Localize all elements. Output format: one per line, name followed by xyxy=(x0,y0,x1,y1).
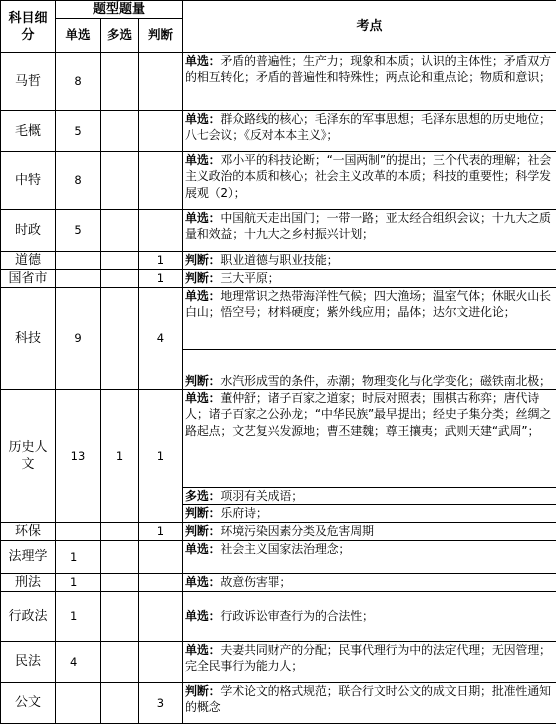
topic-text: 故意伤害罪； xyxy=(220,575,291,589)
topic-text: 地理常识之热带海洋性气候；四大渔场；温室气体；休眠火山长白山；悟空号；材料硬度；紫外线应用；晶体；达尔文进化论； xyxy=(185,289,551,319)
topic-text: 职业道德与职业技能； xyxy=(220,253,338,267)
table-row xyxy=(1,152,556,210)
single-count: 5 xyxy=(56,111,101,152)
topic-tag: 多选： xyxy=(185,489,220,503)
multi-count xyxy=(101,210,139,252)
topic-text: 乐府诗； xyxy=(220,506,267,520)
multi-count xyxy=(101,152,139,210)
single-count: 1 xyxy=(56,573,101,591)
subject-cell: 道德 xyxy=(1,252,56,270)
multi-count xyxy=(101,573,139,591)
topic-cell xyxy=(183,210,556,252)
judge-count: 1 xyxy=(139,270,183,288)
topic-tag: 单选： xyxy=(185,643,220,657)
topic-tag: 单选： xyxy=(185,391,220,405)
table-row xyxy=(1,53,556,111)
header-judge: 判断 xyxy=(139,19,183,53)
table-row xyxy=(1,573,556,591)
topic-cell xyxy=(183,350,556,390)
single-count: 1 xyxy=(56,540,101,573)
topic-cell xyxy=(183,488,556,505)
topic-tag: 单选： xyxy=(185,575,220,589)
multi-count xyxy=(101,270,139,288)
multi-count xyxy=(101,591,139,641)
header-row-1 xyxy=(1,1,556,19)
topic-text: 矛盾的普遍性；生产力；现象和本质；认识的主体性；矛盾双方的相互转化；矛盾的普遍性和特殊性；两点论和重点论；物质和意识； xyxy=(185,54,551,84)
multi-count xyxy=(101,111,139,152)
table-row xyxy=(1,591,556,641)
subject-cell: 科技 xyxy=(1,288,56,390)
topic-text: 水汽形成雪的条件，赤潮；物理变化与化学变化；磁铁南北极； xyxy=(220,374,550,388)
single-count: 5 xyxy=(56,210,101,252)
topic-cell xyxy=(183,270,556,288)
topic-text: 社会主义国家法治理念； xyxy=(220,542,350,556)
single-count xyxy=(56,682,101,723)
topic-cell xyxy=(183,505,556,522)
header-topics: 考点 xyxy=(183,1,556,53)
header-subject: 科目细分 xyxy=(1,1,56,53)
topic-text: 项羽有关成语； xyxy=(220,489,303,503)
topic-text: 三大平原； xyxy=(220,271,279,285)
topic-cell xyxy=(183,522,556,540)
judge-count: 1 xyxy=(139,252,183,270)
subject-cell: 法理学 xyxy=(1,540,56,573)
topic-tag: 判断： xyxy=(185,684,220,698)
topic-text: 行政诉讼审查行为的合法性； xyxy=(220,609,373,623)
topic-cell xyxy=(183,641,556,682)
single-count xyxy=(56,270,101,288)
topic-tag: 判断： xyxy=(185,271,220,285)
judge-count xyxy=(139,111,183,152)
topic-cell xyxy=(183,390,556,488)
single-count xyxy=(56,522,101,540)
judge-count xyxy=(139,53,183,111)
topic-text: 中国航天走出国门；一带一路；亚太经合组织会议；十九大之质量和效益；十九大之乡村振兴计划； xyxy=(185,211,551,241)
judge-count: 1 xyxy=(139,522,183,540)
table-row xyxy=(1,288,556,350)
table-row xyxy=(1,252,556,270)
subject-cell: 马哲 xyxy=(1,53,56,111)
topic-tag: 单选： xyxy=(185,153,220,167)
judge-count: 3 xyxy=(139,682,183,723)
multi-count xyxy=(101,641,139,682)
topic-tag: 单选： xyxy=(185,542,220,556)
subject-cell: 行政法 xyxy=(1,591,56,641)
single-count: 4 xyxy=(56,641,101,682)
topic-cell xyxy=(183,152,556,210)
topic-tag: 判断： xyxy=(185,506,220,520)
judge-count xyxy=(139,210,183,252)
judge-count xyxy=(139,591,183,641)
subject-cell: 毛概 xyxy=(1,111,56,152)
table-row xyxy=(1,111,556,152)
topic-cell xyxy=(183,591,556,641)
table-row xyxy=(1,270,556,288)
single-count: 9 xyxy=(56,288,101,390)
table-row xyxy=(1,390,556,488)
header-multi: 多选 xyxy=(101,19,139,53)
topic-tag: 单选： xyxy=(185,609,220,623)
topic-tag: 单选： xyxy=(185,54,220,68)
multi-count xyxy=(101,53,139,111)
judge-count xyxy=(139,152,183,210)
single-count: 13 xyxy=(56,390,101,523)
header-type-group: 题型题量 xyxy=(56,1,183,19)
multi-count xyxy=(101,540,139,573)
topic-cell xyxy=(183,53,556,111)
topic-tag: 判断： xyxy=(185,253,220,267)
multi-count xyxy=(101,682,139,723)
topic-cell xyxy=(183,288,556,350)
subject-cell: 历史人文 xyxy=(1,390,56,523)
table-row xyxy=(1,210,556,252)
topic-tag: 单选： xyxy=(185,289,220,303)
topic-cell xyxy=(183,252,556,270)
judge-count: 4 xyxy=(139,288,183,390)
table-row xyxy=(1,682,556,723)
judge-count: 1 xyxy=(139,390,183,523)
subject-cell: 时政 xyxy=(1,210,56,252)
multi-count: 1 xyxy=(101,390,139,523)
single-count xyxy=(56,252,101,270)
topic-tag: 判断： xyxy=(185,374,220,388)
single-count: 1 xyxy=(56,591,101,641)
multi-count xyxy=(101,522,139,540)
topic-cell xyxy=(183,682,556,723)
topic-text: 董仲舒；诸子百家之道家；时辰对照表；围棋古称弈；唐代诗人；诸子百家之公孙龙；“中华民族”最早提出；经史子集分类；丝绸之路起点；文艺复兴发源地；曹丕建魏；尊王攘夷；武则天建“武周”； xyxy=(185,391,551,438)
topic-text: 学术论文的格式规范；联合行文时公文的成文日期；批准性通知的概念 xyxy=(185,684,551,714)
single-count: 8 xyxy=(56,152,101,210)
judge-count xyxy=(139,573,183,591)
topic-tag: 单选： xyxy=(185,211,220,225)
topic-cell xyxy=(183,540,556,573)
judge-count xyxy=(139,540,183,573)
subject-cell: 国省市 xyxy=(1,270,56,288)
subject-cell: 中特 xyxy=(1,152,56,210)
subject-cell: 公文 xyxy=(1,682,56,723)
table-row xyxy=(1,522,556,540)
topic-cell xyxy=(183,573,556,591)
topic-text: 群众路线的核心；毛泽东的军事思想；毛泽东思想的历史地位；八七会议；《反对本本主义》； xyxy=(185,112,551,142)
multi-count xyxy=(101,288,139,390)
judge-count xyxy=(139,641,183,682)
subject-cell: 环保 xyxy=(1,522,56,540)
topic-tag: 单选： xyxy=(185,112,220,126)
header-single: 单选 xyxy=(56,19,101,53)
single-count: 8 xyxy=(56,53,101,111)
subject-cell: 民法 xyxy=(1,641,56,682)
table-row xyxy=(1,641,556,682)
topic-text: 邓小平的科技论断；“一国两制”的提出；三个代表的理解；社会主义政治的本质和核心；社会主义改革的本质；科技的重要性；科学发展观（2）； xyxy=(185,153,551,200)
topic-text: 环境污染因素分类及危害周期 xyxy=(220,524,373,538)
subject-cell: 刑法 xyxy=(1,573,56,591)
topic-tag: 判断： xyxy=(185,524,220,538)
topic-cell xyxy=(183,111,556,152)
multi-count xyxy=(101,252,139,270)
table-row xyxy=(1,540,556,573)
topic-text: 夫妻共同财产的分配；民事代理行为中的法定代理；无因管理；完全民事行为能力人； xyxy=(185,643,551,673)
